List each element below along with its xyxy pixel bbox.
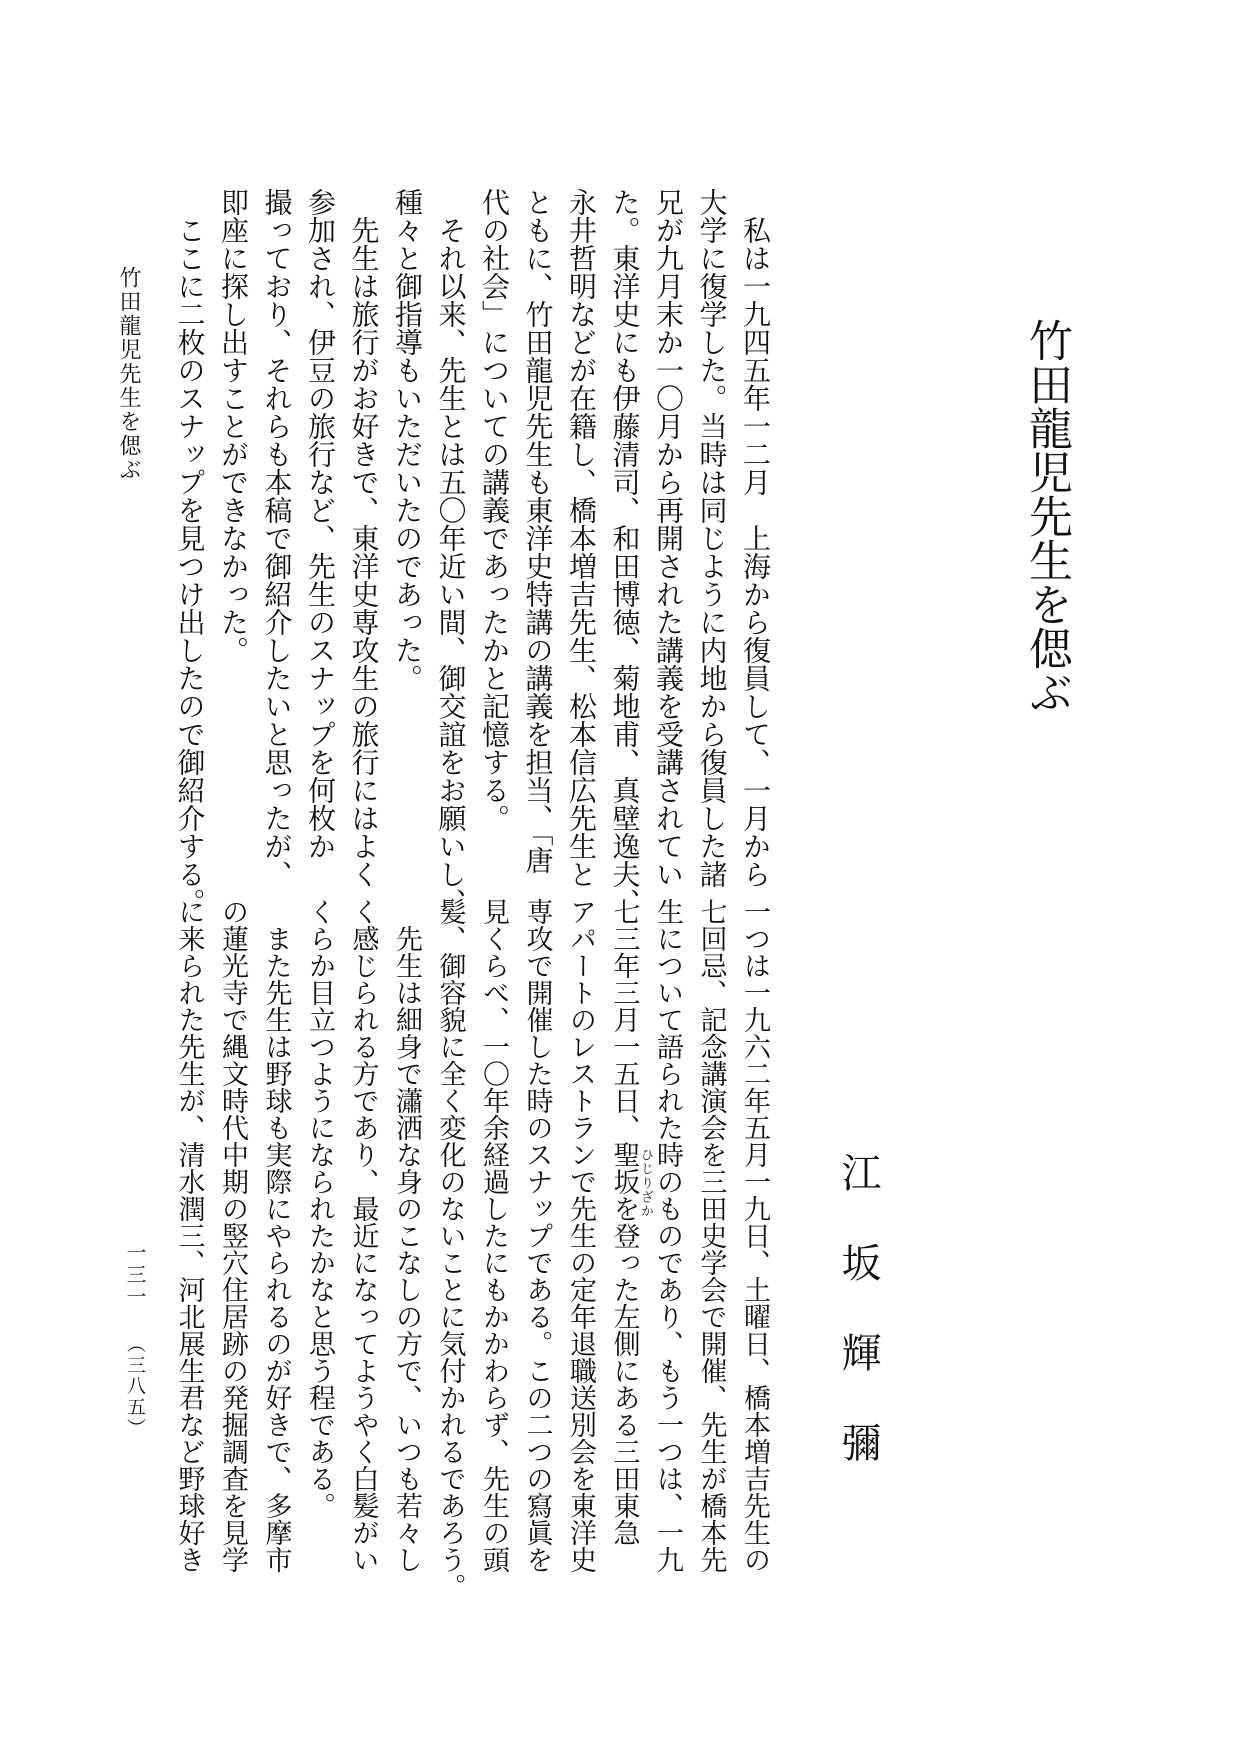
text-column: 参加され、伊豆の旅行など、先生のスナップを何枚か — [304, 188, 335, 860]
text-column: 代の社会」についての講義であったかと記憶する。 — [478, 188, 509, 832]
article-title: 竹田龍児先生を偲ぶ — [1022, 318, 1071, 714]
lower-text-block — [167, 898, 776, 1650]
furigana-hijirizaka: ひじりざか — [639, 1148, 654, 1218]
text-column: 大学に復学した。当時は同じように内地から復員した諸 — [695, 188, 727, 888]
text-column: それ以来、先生とは五〇年近い間、御交誼をお願いし、 — [434, 188, 466, 916]
page-number-paren: （三八五） — [124, 1334, 145, 1439]
text-column: 先生は旅行がお好きで、東洋史専攻生の旅行にはよく — [347, 188, 379, 888]
text-column: く感じられる方であり、最近になってようやく白髪がい — [348, 898, 379, 1573]
text-column: アパートのレストランで先生の定年退職送別会を東洋史 — [566, 898, 596, 1573]
text-column: 即座に探し出すことができなかった。 — [217, 188, 248, 664]
upper-text-block — [167, 188, 776, 940]
text-column: 生について語られた時のものであり、もう一つは、一九 — [653, 898, 683, 1573]
text-column: 私は一九四五年一二月 上海から復員して、一月から — [739, 188, 770, 888]
text-column: 永井哲明などが在籍し、橋本増吉先生、松本信広先生と — [565, 188, 596, 888]
running-head: 竹田龍児先生を偲ぶ — [117, 266, 142, 482]
text-column: ここに二枚のスナップを見つけ出したので御紹介する。 — [173, 188, 205, 916]
text-column: 七回忌、記念講演会を三田史学会で開催、先生が橋本先 — [696, 898, 727, 1573]
author-name: 江坂輝彌 — [836, 1152, 881, 1512]
text-column: た。東洋史にも伊藤清司、和田博徳、菊地甫、真壁逸夫、 — [608, 188, 640, 916]
text-column: 撮っており、それらも本稿で御紹介したいと思ったが、 — [260, 188, 292, 888]
text-column: また先生は野球も実際にやられるのが好きで、多摩市 — [261, 898, 292, 1573]
text-column: に来られた先生が、清水潤三、河北展生君など野球好き — [174, 898, 205, 1573]
page-number-main: 一三一 — [123, 1242, 145, 1308]
text-column: くらか目立つようになられたかなと思う程である。 — [305, 898, 335, 1519]
text-column: 兄が九月末か一〇月から再開された講義を受講されてい — [652, 188, 683, 888]
page-number — [120, 1242, 149, 1439]
text-column: 種々と御指導もいただいたのであった。 — [391, 188, 422, 692]
text-column: 一つは一九六二年五月一九日、土曜日、橋本増吉先生の — [740, 898, 770, 1573]
text-column: 七三年三月一五日、聖坂を登った左側にある三田東急 — [609, 898, 640, 1546]
text-column: 先生は細身で瀟洒な身のこなしの方で、いつも若々し — [392, 898, 422, 1573]
text-column: 髪、御容貌に全く変化のないことに気付かれるであろう。 — [435, 898, 466, 1600]
text-column: 見くらべ、一〇年余経過したにもかかわらず、先生の頭 — [479, 898, 509, 1573]
text-column: の蓮光寺で縄文時代中期の竪穴住居跡の発掘調査を見学 — [218, 898, 248, 1573]
text-column: 専攻で開催した時のスナップである。この二つの寫眞を — [522, 898, 553, 1573]
text-column: ともに、竹田龍児先生も東洋史特講の講義を担当、「唐 — [521, 188, 553, 874]
